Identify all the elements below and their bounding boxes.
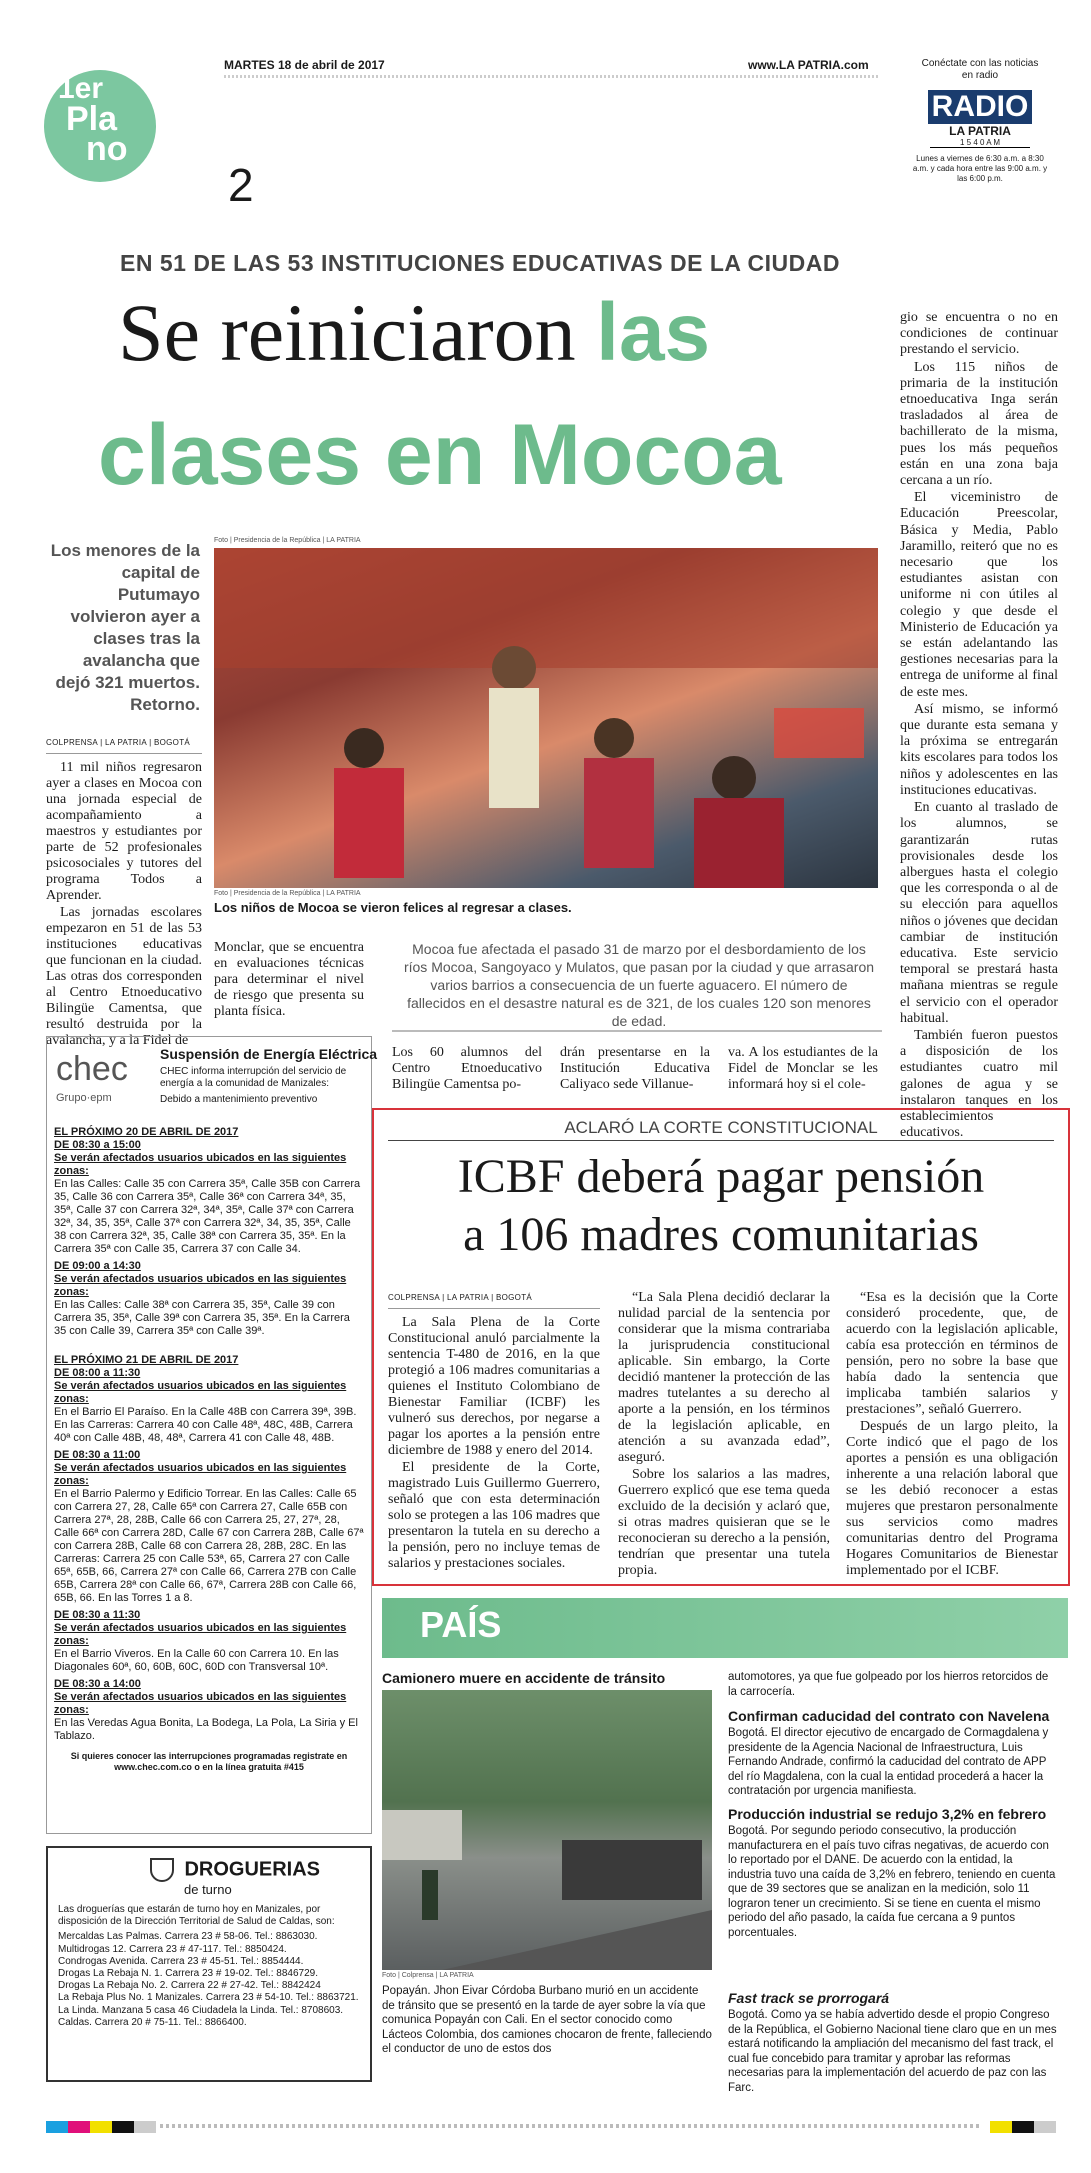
- n1-title: Confirman caducidad del contrato con Navelena: [728, 1708, 1050, 1724]
- main-bottom-c: va. A los estudiantes de la Fidel de Monclar se les informará hoy si el cole-: [728, 1045, 878, 1092]
- main-deck: Los menores de la capital de Putumayo volvieron ayer a clases tras la avalancha que dejó 321 muertos. Retorno.: [50, 541, 200, 714]
- photo-credit: Foto | Presidencia de la República | LA PATRIA: [214, 537, 361, 544]
- truck-title: Camionero muere en accidente de tránsito: [382, 1670, 666, 1686]
- main-title-line2: clases en Mocoa: [98, 407, 782, 503]
- drug-title: DROGUERIAS de turno: [150, 1858, 320, 1897]
- chec-title: Suspensión de Energía Eléctrica: [160, 1046, 378, 1062]
- students-photo-icon: [214, 548, 878, 888]
- radio-logo: RADIO: [928, 90, 1032, 124]
- main-photo: [214, 548, 878, 888]
- main-col1: COLPRENSA | LA PATRIA | BOGOTÁ 11 mil niños regresaron ayer a clases en Mocoa con una jornada especial de acompañamiento a maestros y estudiantes por parte de 52 profesionales psicosociales y tutores del programa Todos a Aprender. Las jornadas escolares empezaron en 51 de las 53 instituciones educativas que funcionan en la ciudad. Las otras dos corresponden al Centro Etnoeducativo Bilingüe Camentsa, que resultó destruida por la avalancha, y a la Fidel de: [46, 735, 202, 1050]
- list-item: Condrogas Avenida. Carrera 23 # 45-51. Tel.: 8854444.: [58, 1955, 304, 1967]
- main-bottom-a: Los 60 alumnos del Centro Etnoeducativo Bilingüe Camentsa po-: [392, 1045, 542, 1092]
- list-item: La Linda. Manzana 5 casa 46 Ciudadela la Linda. Tel.: 8708603.: [58, 2004, 344, 2016]
- main-bottom-b: drán presentarse en la Institución Educativa Caliyaco sede Villanue-: [560, 1045, 710, 1092]
- main-col2: Monclar, que se encuentra en evaluaciones técnicas para determinar el nivel de riesgo que presenta su planta física.: [214, 940, 364, 1019]
- icbf-kicker: ACLARÓ LA CORTE CONSTITUCIONAL: [564, 1118, 878, 1137]
- main-title-line1: Se reiniciaron las: [118, 287, 711, 378]
- list-item: Multidrogas 12. Carrera 23 # 47-117. Tel.: 8850424.: [58, 1943, 287, 1955]
- photo-caption: Los niños de Mocoa se vieron felices al regresar a clases.: [214, 900, 572, 915]
- icbf-kicker-rule: [388, 1140, 1054, 1141]
- chec-logo: chec: [56, 1050, 128, 1088]
- print-rule: [160, 2124, 980, 2128]
- list-item: Drogas La Rebaja No. 2. Carrera 22 # 27-42. Tel.: 8842424: [58, 1980, 321, 1992]
- pais-banner-label: PAÍS: [420, 1604, 502, 1645]
- header-site: www.LA PATRIA.com: [748, 58, 869, 72]
- header-date: MARTES 18 de abril de 2017: [224, 58, 385, 72]
- truck-cont: automotores, ya que fue golpeado por los hierros retorcidos de la carrocería.: [728, 1671, 1049, 1698]
- n2-title: Producción industrial se redujo 3,2% en febrero: [728, 1806, 1047, 1822]
- list-item: Mercaldas Las Palmas. Carrera 23 # 58-06. Tel.: 8863030.: [58, 1931, 318, 1943]
- pullquote-rule: [392, 1030, 882, 1032]
- main-right-col: gio se encuentra o no en condiciones de continuar prestando el servicio. Los 115 niños de primaria de la institución etnoeducativa Inga serán trasladados al área de bachillerato de la misma, pues los más pequeños están en una zona baja cercana a un río. El viceministro de Educación Preescolar, Básica y Media, Pablo Jaramillo, reiteró que no es necesario que los estudiantes asistan con uniforme ni con útiles al colegio y que desde el Ministerio de Educación ya se están adelantando las gestiones necesarias para la entrega de uniforme al final de este mes. Así mismo, se informó que durante esta semana y la próxima se entregarán kits escolares para todos los niños y adolescentes en las instituciones educativas. En cuanto al traslado de los alumnos, se garantizarán rutas provisionales desde los albergues hasta el colegio que les corresponda o al de su elección para aquellos niños o jóvenes que decidan cambiar de institución educativa. Este servicio temporal se prestará hasta mañana mientras se regule el servicio con el operador habitual. También fueron puestos a disposición de los estudiantes cuatro mil galones de agua y se instalaron tanques en los establecimientos educativos.: [900, 310, 1058, 1141]
- list-item: Caldas. Carrera 20 # 75-11. Tel.: 8866400.: [58, 2016, 247, 2028]
- icbf-col1: COLPRENSA | LA PATRIA | BOGOTÁ La Sala Plena de la Corte Constitucional anuló parcialmente la sentencia T-480 de 2016, en la que protegió a 106 madres comunitarias a quienes el Instituto Colombiano de Bienestar Familiar (ICBF) les vulneró sus derechos, por negarse a pagar los aportes a la pensión entre diciembre de 1988 y enero del 2014. El presidente de la Corte, magistrado Luis Guillermo Guerrero, señaló que con esta determinación solo se protegen a las 106 madres que presentaron la tutela en su derecho a la pensión, pero no incluye temas de salarios y prestaciones sociales.: [388, 1290, 600, 1573]
- n1-text: Bogotá. El director ejecutivo de encargado de Cormagdalena y presidente de la Agencia Nacional de Infraestructura, Luis Fernando Andrade, confirmó la caducidad del contrato de APP del río Magdalena, con la cual la entidad procederá a hacer la contratación por urgencia manifiesta.: [728, 1727, 1049, 1797]
- truck-credit: Foto | Colprensa | LA PATRIA: [382, 1972, 474, 1979]
- chec-subtitle: CHEC informa interrupción del servicio de energía a la comunidad de Manizales:: [160, 1066, 347, 1089]
- n2-text: Bogotá. Por segundo periodo consecutivo, la producción manufacturera en el país tuvo cifras negativas, de acuerdo con lo reportado por el DANE. De acuerdo con la entidad, la industria tuvo una caída de 3,2% en febrero, teniendo en cuenta que de 39 sectores que se analizan en la medición, solo 11 lograron tener un crecimiento. Si se tiene en cuenta el mismo periodo del año pasado, la caída fue cercana a 9 puntos porcentuales.: [728, 1825, 1056, 1939]
- chec-footer: Si quieres conocer las interrupciones programadas registrate en www.chec.com.co o en la línea gratuita #415: [70, 1751, 348, 1772]
- n3-text: Bogotá. Como ya se había advertido desde el propio Congreso de la República, el Gobierno Nacional tiene claro que en un mes estará notificando la ampliación del mecanismo del fast track, el cual fue concebido para tramitar y aprobar las reformas necesarias para la implementación del acuerdo de paz con las Farc.: [728, 2009, 1057, 2094]
- list-item: La Rebaja Plus No. 1 Manizales. Carrera 23 # 54-10. Tel.: 8863721.: [58, 1992, 359, 2004]
- drug-list: Las droguerías que estarán de turno hoy en Manizales, por disposición de la Dirección Territorial de Salud de Caldas, son: Mercaldas Las Palmas. Carrera 23 # 58-06. Tel.: 8863030. Multidrogas 12. Carrera 23 # 47-117. Tel.: 8850424. Condrogas Avenida. Carrera 23 # 45-51. Tel.: 8854444. Drogas La Rebaja N. 1. Carrera 23 # 19-02. Tel.: 8846729. Drogas La Rebaja No. 2. Carrera 22 # 27-42. Tel.: 8842424 La Rebaja Plus No. 1 Manizales. Carrera 23 # 54-10. Tel.: 8863721. La Linda. Manzana 5 casa 46 Ciudadela la Linda. Tel.: 8708603. Caldas. Carrera 20 # 75-11. Tel.: 8866400.: [58, 1904, 359, 2028]
- print-color-bar-left: [46, 2120, 156, 2138]
- icbf-col2: “La Sala Plena decidió declarar la nulidad parcial de la sentencia por considerar que la misma contrariaba la jurisprudencia constitucional aplicable. Sin embargo, la Corte decidió mantener la protección de las madres tutelantes a su derecho al aporte a la pensión, en los términos de la legislación aplicable, en atención a su avanzada edad”, aseguró. Sobre los salarios a las madres, Guerrero explicó que ese tema queda excluido de la decisión y aclaró que, si otras madres quisieran que se le reconocieran su derecho a la pensión, tendrían que presentar una tutela propia.: [618, 1290, 830, 1578]
- pullquote: Mocoa fue afectada el pasado 31 de marzo por el desbordamiento de los ríos Mocoa, Sangoyaco y Mulatos, que pasan por la ciudad y que arrasaron varios barrios a consecuencia de un fuerte aguacero. El número de fallecidos en el desastre natural es de 321, de los cuales 120 son menores de edad.: [403, 941, 875, 1029]
- accident-photo-icon: [382, 1690, 712, 1970]
- section-logo-text: 1er Pla no: [58, 72, 128, 168]
- list-item: Drogas La Rebaja N. 1. Carrera 23 # 19-02. Tel.: 8846729.: [58, 1968, 318, 1980]
- truck-photo: [382, 1690, 712, 1970]
- truck-text: Popayán. Jhon Eivar Córdoba Burbano murió en un accidente de tránsito que se presentó en la tarde de ayer sobre la vía que comunica Popayán con Cali. En el sector conocido como Lácteos Colombia, dos camiones chocaron de frente, falleciendo el conductor de uno de estos dos: [382, 1985, 712, 2055]
- chec-group: Grupo·epm: [56, 1092, 112, 1104]
- mortar-icon: [150, 1858, 174, 1882]
- n3-title: Fast track se prorrogará: [728, 1990, 890, 2006]
- photo-credit-2: Foto | Presidencia de la República | LA PATRIA: [214, 890, 361, 897]
- icbf-title: ICBF deberá pagar pensión a 106 madres comunitarias: [457, 1150, 985, 1261]
- header-rule: [224, 75, 880, 78]
- icbf-col3: “Esa es la decisión que la Corte consideró procedente, que, de acuerdo con la legislación aplicable, cabía esa protección en términos de pensión, pero no sobre la base que había dado la sentencia que implicaba también salarios y prestaciones”, señaló Guerrero. Después de un largo pleito, la Corte indicó que el pago de los aportes a pensión es una obligación inherente a una relación laboral que se les debió reconocer a estas mujeres que prestaron personalmente sus servicios como madres comunitarias dentro del Programa Hogares Comunitarios de Bienestar implementado por el ICBF.: [846, 1290, 1058, 1578]
- chec-reason: Debido a mantenimiento preventivo: [160, 1094, 318, 1105]
- main-kicker: EN 51 DE LAS 53 INSTITUCIONES EDUCATIVAS DE LA CIUDAD: [120, 250, 840, 276]
- chec-schedule: EL PRÓXIMO 20 DE ABRIL DE 2017 DE 08:30 a 15:00 Se verán afectados usuarios ubicados en las siguientes zonas: En las Calles: Calle 35 con Carrera 35ª, Calle 35B con Carrera 35, Calle 36 con Carrera 35ª, Calle 36ª con Carrera 34ª, 35, 35ª, Calle 37 con Carrera 32ª, 34ª, 35ª, Calle 37ª con Carrera 32ª, 34, 35, 35ª, Calle 37ª con Carrera 32ª, 34, 35, 35ª, Calle 38 con Carrera 32ª, 35, Calle 38ª con Carrera 35, 35ª. En la Carrera 35ª con Calle 35, Carrera 37 con Calle 34. DE 09:00 a 14:30 Se verán afectados usuarios ubicados en las siguientes zonas: En las Calles: Calle 38ª con Carrera 35, 35ª, Calle 39 con Carrera 35, 35ª, Calle 39ª con Carrera 35, 35ª. En la Carrera 35 con Calle 39, Carrera 35ª con Calle 39ª. EL PRÓXIMO 21 DE ABRIL DE 2017 DE 08:00 a 11:30 Se verán afectados usuarios ubicados en las siguientes zonas: En el Barrio El Paraíso. En la Calle 48B con Carrera 39ª, 39B. En las Carreras: Carrera 40 con Calle 48ª, 48C, 48B, Carrera 40ª con Calle 48B, 48, 48ª, Carrera 41 con Calle 48, 48B. DE 08:30 a 11:00 Se verán afectados usuarios ubicados en las siguientes zonas: En el Barrio Palermo y Edificio Torrear. En las Calles: Calle 65 con Carrera 27, 28, Calle 65ª con Carrera 27, Calle 65B con Carrera 27ª, 28, 28B, Calle 66 con Carrera 25, 27, 27ª, 28, Calle 66ª con Carrera 28D, Calle 67 con Carrera 28B, Calle 67ª con Carrera 28B, Calle 68 con Carrera 28, 28B, 28C. En las Carreras: Carrera 25 con Calle 53ª, 65, Carrera 27 con Calle 65ª, 65B, 66, Carrera 27ª con Calle 66, Carrera 27B con Calle 65B, Carrera 28ª con Calle 66, 67ª, Carrera 28B con Calle 66, 65B, 66. En las Torres 1 a 8. DE 08:30 a 11:30 Se verán afectados usuarios ubicados en las siguientes zonas: En el Barrio Viveros. En la Calle 60 con Carrera 10. En las Diagonales 60ª, 60, 60B, 60C, 60D con Transversal 10ª. DE 08:30 a 14:00 Se verán afectados usuarios ubicados en las siguientes zonas: En las Veredas Agua Bonita, La Bodega, La Pola, La Siria y El Tablazo. Si quieres conocer las interrupciones programadas registrate en www.chec.com.co o en la línea gratuita #415: [54, 1126, 364, 1772]
- print-color-bar-right: [990, 2120, 1056, 2138]
- radio-ad: Conéctate con las noticias en radio RADIO LA PATRIA 1 5 4 0 A M Lunes a viernes de 6:30 a.m. a 8:30 a.m. y cada hora entre las 9:00 a.m. y las 6:00 p.m.: [900, 58, 1060, 230]
- page-number: 2: [228, 159, 254, 211]
